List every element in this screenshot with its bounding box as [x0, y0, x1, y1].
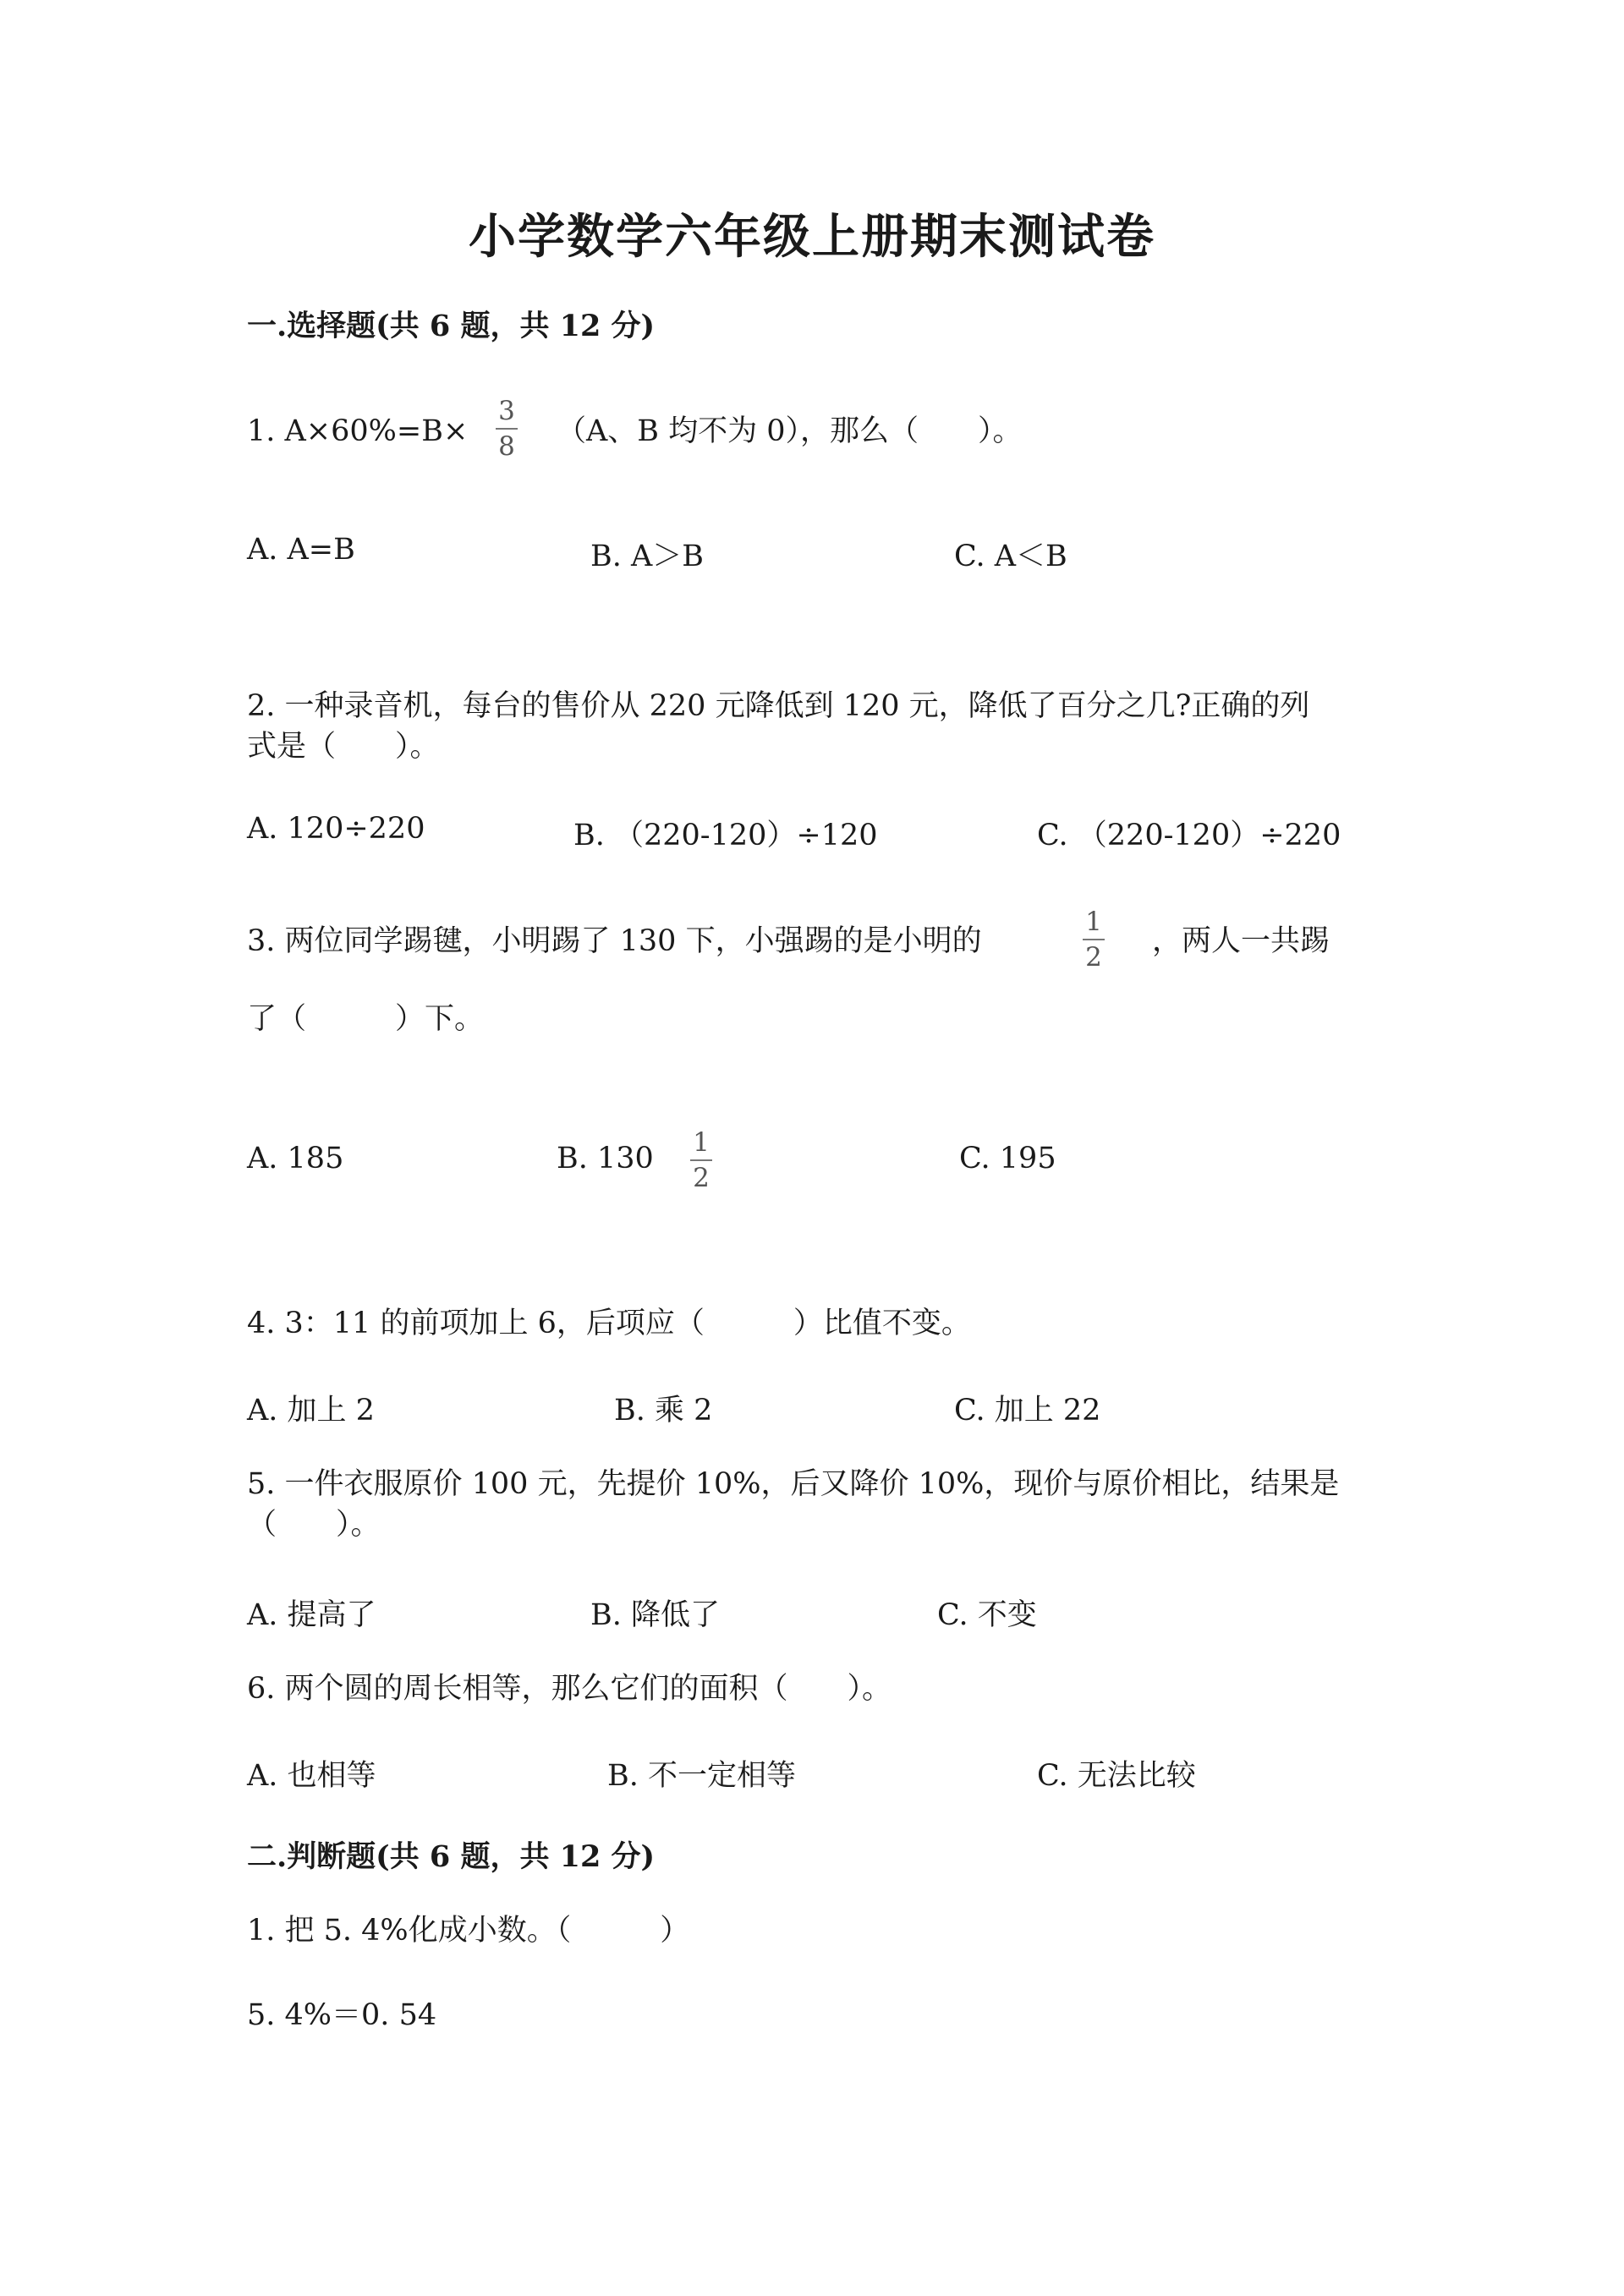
- question-4-option-a: A. 加上 2: [247, 1394, 375, 1427]
- question-1-option-c: C. A＜B: [954, 540, 1067, 573]
- question-5-option-a: A. 提高了: [247, 1598, 376, 1632]
- question-2-option-c: C. （220-120）÷220: [1037, 819, 1341, 852]
- question-1-text-before: 1. A×60%=B×: [247, 414, 469, 448]
- question-4: 4. 3：11 的前项加上 6，后项应（ ）比值不变。: [247, 1307, 971, 1340]
- question-3-option-b-fraction: [690, 1127, 712, 1193]
- question-2-option-a: A. 120÷220: [247, 812, 425, 846]
- question-6-option-a: A. 也相等: [247, 1759, 376, 1793]
- question-3-option-c: C. 195: [959, 1142, 1056, 1175]
- question-5-option-b: B. 降低了: [590, 1598, 720, 1632]
- question-6: 6. 两个圆的周长相等，那么它们的面积（ ）。: [247, 1672, 892, 1706]
- fraction-numerator: 1: [693, 1127, 710, 1158]
- question-5-option-c: C. 不变: [937, 1598, 1037, 1632]
- fraction-numerator: 3: [498, 396, 515, 426]
- question-3-fraction: [1083, 907, 1105, 973]
- question-6-option-c: C. 无法比较: [1037, 1759, 1196, 1793]
- question-3-text-after: ，两人一共踢: [1152, 924, 1330, 958]
- section-heading-choice: 一.选择题(共 6 题，共 12 分): [247, 309, 656, 343]
- page-title: 小学数学六年级上册期末测试卷: [469, 209, 1155, 265]
- question-5-line-2: （ ）。: [247, 1508, 381, 1542]
- question-1-option-a: A. A=B: [247, 533, 355, 567]
- fraction-denominator: 8: [498, 431, 515, 462]
- question-3-line-2: 了（ ）下。: [247, 1002, 485, 1036]
- section-heading-judgment: 二.判断题(共 6 题，共 12 分): [247, 1839, 656, 1874]
- question-1-option-b: B. A＞B: [590, 540, 704, 573]
- question-6-option-b: B. 不一定相等: [607, 1759, 796, 1793]
- question-2-line-1: 2. 一种录音机，每台的售价从 220 元降低到 120 元，降低了百分之几?正确的列: [247, 689, 1310, 723]
- question-2-line-2: 式是（ ）。: [247, 730, 440, 764]
- judgment-1: 1. 把 5. 4%化成小数。（ ）: [247, 1914, 690, 1948]
- fraction-bar: [1083, 939, 1105, 940]
- judgment-1-line-2: 5. 4%＝0. 54: [247, 1998, 437, 2032]
- fraction-denominator: 2: [1085, 942, 1102, 973]
- question-1: [247, 410, 468, 452]
- question-3-option-a: A. 185: [247, 1142, 344, 1175]
- question-3-option-b: B. 130: [557, 1142, 654, 1175]
- fraction-denominator: 2: [693, 1163, 710, 1193]
- question-5-line-1: 5. 一件衣服原价 100 元，先提价 10%，后又降价 10%，现价与原价相比，结果是: [247, 1467, 1340, 1501]
- fraction-numerator: 1: [1085, 907, 1102, 937]
- fraction-bar: [690, 1159, 712, 1161]
- question-1-fraction: [496, 396, 518, 462]
- question-4-option-c: C. 加上 22: [954, 1394, 1101, 1427]
- question-1-text-after: （A、B 均不为 0），那么（ ）。: [557, 414, 1023, 448]
- fraction-bar: [496, 428, 518, 430]
- question-4-option-b: B. 乘 2: [614, 1394, 713, 1427]
- question-2-option-b: B. （220-120）÷120: [573, 819, 878, 852]
- question-3-text-before: 3. 两位同学踢毽，小明踢了 130 下，小强踢的是小明的: [247, 924, 982, 958]
